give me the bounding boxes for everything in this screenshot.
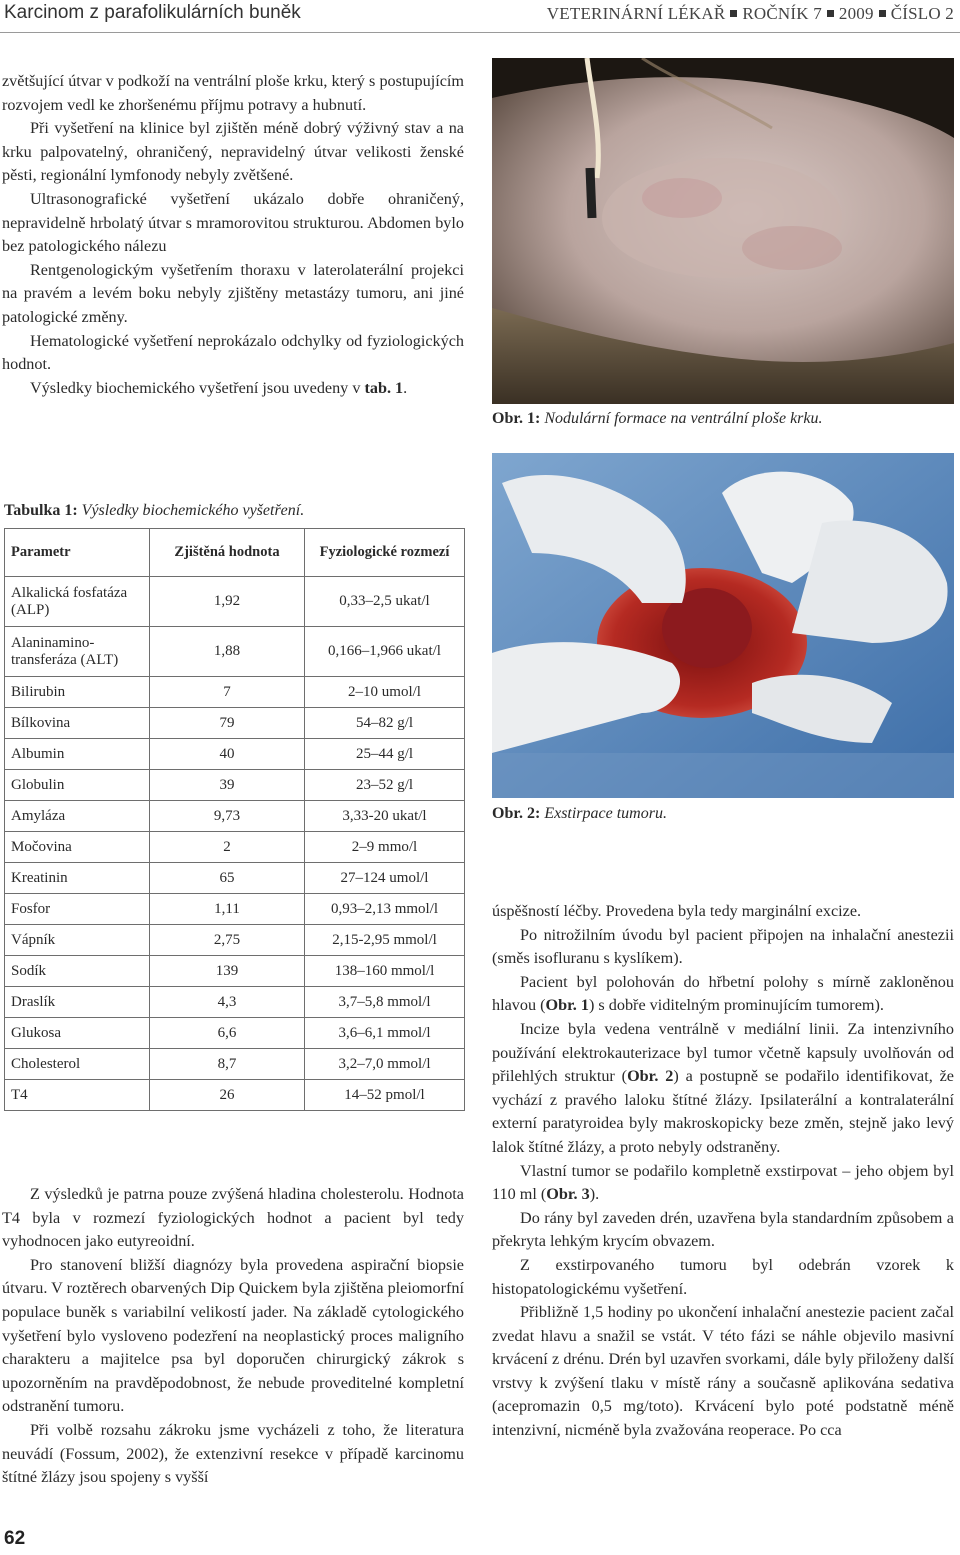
param-cell: Alaninamino-transferáza (ALT)	[5, 627, 150, 677]
table-row	[5, 894, 465, 925]
paragraph: úspěšností léčby. Provedena byla tedy marginální excize.	[492, 902, 862, 920]
paragraph: Přibližně 1,5 hodiny po ukončení inhalační anestezie pacient začal zvedat hlavu a snažil se vstát. V této fázi se náhle objevilo masivní krvácení z drénu. Drén byl uzavřen svorkami, dále byly přiloženy další vrstvy k zvýšení tlaku v místě rány a současně aplikována sedativa (acepromazin 0,5 mg/toto). Krvácení bylo poté podstatně méně intenzivní, nicméně byla zvažována reoperace. Po cca	[492, 1303, 954, 1440]
table-row	[5, 1018, 465, 1049]
left-column-bottom	[2, 1183, 464, 1490]
paragraph-text: Vlastní tumor se podařilo kompletně exstirpovat – jeho objem byl 110 ml (	[492, 1161, 954, 1204]
journal-volume: ROČNÍK 7	[742, 4, 822, 23]
table-row	[5, 801, 465, 832]
range-cell: 3,2–7,0 mmol/l	[305, 1049, 465, 1080]
param-cell: Močovina	[5, 832, 150, 863]
paragraph: Z výsledků je patrna pouze zvýšená hladina cholesterolu. Hodnota T4 byla v rozmezí fyziologických hodnot a pacient byl tedy vyhodnocen jako eutyreoidní.	[2, 1185, 464, 1251]
left-column-top	[2, 70, 464, 400]
value-cell: 2,75	[150, 925, 305, 956]
table-header-row	[5, 529, 465, 577]
paragraph-text: ) a postupně se podařilo identifikovat, že vychází z pravého laloku štítné žlázy. Ipsilaterální a kontralaterální externí paratyroidea byly makroskopicky beze změn, stejně jako levý lalok štítné žlázy, a proto nebyly odstraněny.	[492, 1067, 954, 1156]
table-title-label: Tabulka 1:	[4, 502, 78, 519]
param-cell: Bílkovina	[5, 708, 150, 739]
table-title	[4, 502, 304, 520]
table-reference: tab. 1	[364, 378, 404, 397]
value-cell: 1,88	[150, 627, 305, 677]
paragraph-text: ).	[589, 1185, 600, 1204]
paragraph: Do rány byl zaveden drén, uzavřena byla standardním způsobem a překryta lehkým krycím obvazem.	[492, 1208, 954, 1251]
figure-reference: Obr. 3	[546, 1185, 590, 1204]
range-cell: 2–9 mmo/l	[305, 832, 465, 863]
value-cell: 139	[150, 956, 305, 987]
paragraph: zvětšující útvar v podkoží na ventrální ploše krku, který s postupujícím rozvojem vedl ke zhoršenému příjmu potravy a hubnutí.	[2, 72, 464, 114]
table-row	[5, 956, 465, 987]
column-header: Parametr	[5, 529, 150, 577]
table-row	[5, 987, 465, 1018]
table-row	[5, 577, 465, 627]
table-row	[5, 770, 465, 801]
figure-reference: Obr. 2	[627, 1067, 674, 1086]
article-title: Karcinom z parafolikulárních buněk	[4, 2, 301, 23]
param-cell: Amyláza	[5, 801, 150, 832]
param-cell: Bilirubin	[5, 677, 150, 708]
table-row	[5, 677, 465, 708]
range-cell: 3,7–5,8 mmol/l	[305, 987, 465, 1018]
param-cell: Vápník	[5, 925, 150, 956]
paragraph: Výsledky biochemického vyšetření jsou uvedeny v tab. 1.	[30, 378, 408, 397]
param-cell: T4	[5, 1080, 150, 1111]
range-cell: 27–124 umol/l	[305, 863, 465, 894]
range-cell: 54–82 g/l	[305, 708, 465, 739]
value-cell: 8,7	[150, 1049, 305, 1080]
separator-square-icon	[879, 10, 886, 17]
table-title-text: Výsledky biochemického vyšetření.	[81, 502, 305, 519]
param-cell: Cholesterol	[5, 1049, 150, 1080]
param-cell: Fosfor	[5, 894, 150, 925]
figure-1-photo	[492, 58, 954, 404]
biochemistry-table	[4, 528, 465, 1111]
paragraph-text: Incize byla vedena ventrálně v mediální linii. Za intenzivního používání elektrokauterizace byl tumor včetně kapsuly uvolňován od přilehlých struktur (	[492, 1019, 954, 1086]
paragraph: Z exstirpovaného tumoru byl odebrán vzorek k histopatologickému vyšetření.	[492, 1255, 954, 1298]
figure-1-caption	[492, 410, 823, 428]
range-cell: 2–10 umol/l	[305, 677, 465, 708]
range-cell: 3,33-20 ukat/l	[305, 801, 465, 832]
range-cell: 23–52 g/l	[305, 770, 465, 801]
paragraph: Ultrasonografické vyšetření ukázalo dobře ohraničený, nepravidelně hrbolatý útvar s mramorovitou strukturou. Abdomen bylo bez patologického nálezu	[2, 189, 464, 256]
value-cell: 6,6	[150, 1018, 305, 1049]
separator-square-icon	[730, 10, 737, 17]
value-cell: 7	[150, 677, 305, 708]
param-cell: Sodík	[5, 956, 150, 987]
separator-square-icon	[827, 10, 834, 17]
paragraph-text: ) s dobře viditelným prominujícím tumorem).	[588, 996, 884, 1015]
journal-info	[547, 4, 954, 24]
param-cell: Albumin	[5, 739, 150, 770]
paragraph	[492, 1160, 954, 1207]
value-cell: 40	[150, 739, 305, 770]
value-cell: 2	[150, 832, 305, 863]
page-number: 62	[4, 1528, 26, 1549]
value-cell: 9,73	[150, 801, 305, 832]
journal-issue: ČÍSLO 2	[890, 4, 954, 23]
figure-reference: Obr. 1	[545, 996, 589, 1015]
param-cell: Kreatinin	[5, 863, 150, 894]
column-header: Zjištěná hodnota	[150, 529, 305, 577]
paragraph: Pro stanovení bližší diagnózy byla provedena aspirační biopsie útvaru. V roztěrech obarvených Dip Quickem byla zjištěna pleiomorfní populace buněk s variabilní velikostí jader. Na základě cytologického vyšetření bylo vysloveno podezření na neoplastický proces maligního charakteru a majitelce psa byl doporučen chirurgický zákrok s upozorněním na pravděpodobnost, že nebude proveditelné kompletní odstranění tumoru.	[2, 1255, 464, 1416]
column-header: Fyziologické rozmezí	[305, 529, 465, 577]
table-row	[5, 739, 465, 770]
param-cell: Globulin	[5, 770, 150, 801]
caption-text: Nodulární formace na ventrální ploše krku.	[544, 410, 823, 427]
journal-name: VETERINÁRNÍ LÉKAŘ	[546, 4, 726, 23]
paragraph: Při vyšetření na klinice byl zjištěn méně dobrý výživný stav a na krku palpovatelný, ohraničený, nepravidelný útvar velikosti ženské pěsti, regionální lymfonody nebyly zvětšené.	[2, 119, 464, 185]
value-cell: 4,3	[150, 987, 305, 1018]
table-row	[5, 863, 465, 894]
paragraph-text: Pacient byl polohován do hřbetní polohy s mírně zakloněnou hlavou (	[492, 972, 954, 1015]
table-row	[5, 708, 465, 739]
range-cell: 138–160 mmol/l	[305, 956, 465, 987]
value-cell: 65	[150, 863, 305, 894]
journal-year: 2009	[838, 4, 874, 23]
range-cell: 25–44 g/l	[305, 739, 465, 770]
caption-text: Exstirpace tumoru.	[544, 805, 667, 822]
neck-nodule-photo-icon	[492, 58, 954, 404]
param-cell: Glukosa	[5, 1018, 150, 1049]
paragraph: Hematologické vyšetření neprokázalo odchylky od fyziologických hodnot.	[2, 331, 464, 374]
caption-label: Obr. 1:	[492, 410, 541, 427]
param-cell: Draslík	[5, 987, 150, 1018]
paragraph: Po nitrožilním úvodu byl pacient připojen na inhalační anestezii (směs isofluranu s kyslíkem).	[492, 925, 954, 968]
range-cell: 3,6–6,1 mmol/l	[305, 1018, 465, 1049]
table-row	[5, 627, 465, 677]
value-cell: 26	[150, 1080, 305, 1111]
figure-2-photo	[492, 453, 954, 798]
value-cell: 1,92	[150, 577, 305, 627]
range-cell: 14–52 pmol/l	[305, 1080, 465, 1111]
value-cell: 39	[150, 770, 305, 801]
table-row	[5, 1049, 465, 1080]
paragraph: Rentgenologickým vyšetřením thoraxu v laterolaterální projekci na pravém a levém boku nebyly zjištěny metastázy tumoru, ani jiné patologické změny.	[2, 260, 464, 326]
table-row	[5, 925, 465, 956]
value-cell: 1,11	[150, 894, 305, 925]
value-cell: 79	[150, 708, 305, 739]
right-column	[492, 900, 954, 1443]
caption-label: Obr. 2:	[492, 805, 541, 822]
range-cell: 0,33–2,5 ukat/l	[305, 577, 465, 627]
paragraph	[492, 1018, 954, 1160]
paragraph	[492, 971, 954, 1018]
range-cell: 0,166–1,966 ukat/l	[305, 627, 465, 677]
range-cell: 0,93–2,13 mmol/l	[305, 894, 465, 925]
tumor-excision-photo-icon	[492, 453, 954, 798]
param-cell: Alkalická fosfatáza (ALP)	[5, 577, 150, 627]
paragraph-text: Výsledky biochemického vyšetření jsou uvedeny v	[30, 378, 361, 397]
figure-2-caption	[492, 805, 667, 823]
paragraph: Při volbě rozsahu zákroku jsme vycházeli z toho, že literatura neuvádí (Fossum, 2002), že extenzivní resekce v případě karcinomu štítné žlázy jsou spojeny s vyšší	[2, 1420, 464, 1487]
running-header	[0, 0, 960, 33]
table-row	[5, 832, 465, 863]
table-row	[5, 1080, 465, 1111]
range-cell: 2,15-2,95 mmol/l	[305, 925, 465, 956]
